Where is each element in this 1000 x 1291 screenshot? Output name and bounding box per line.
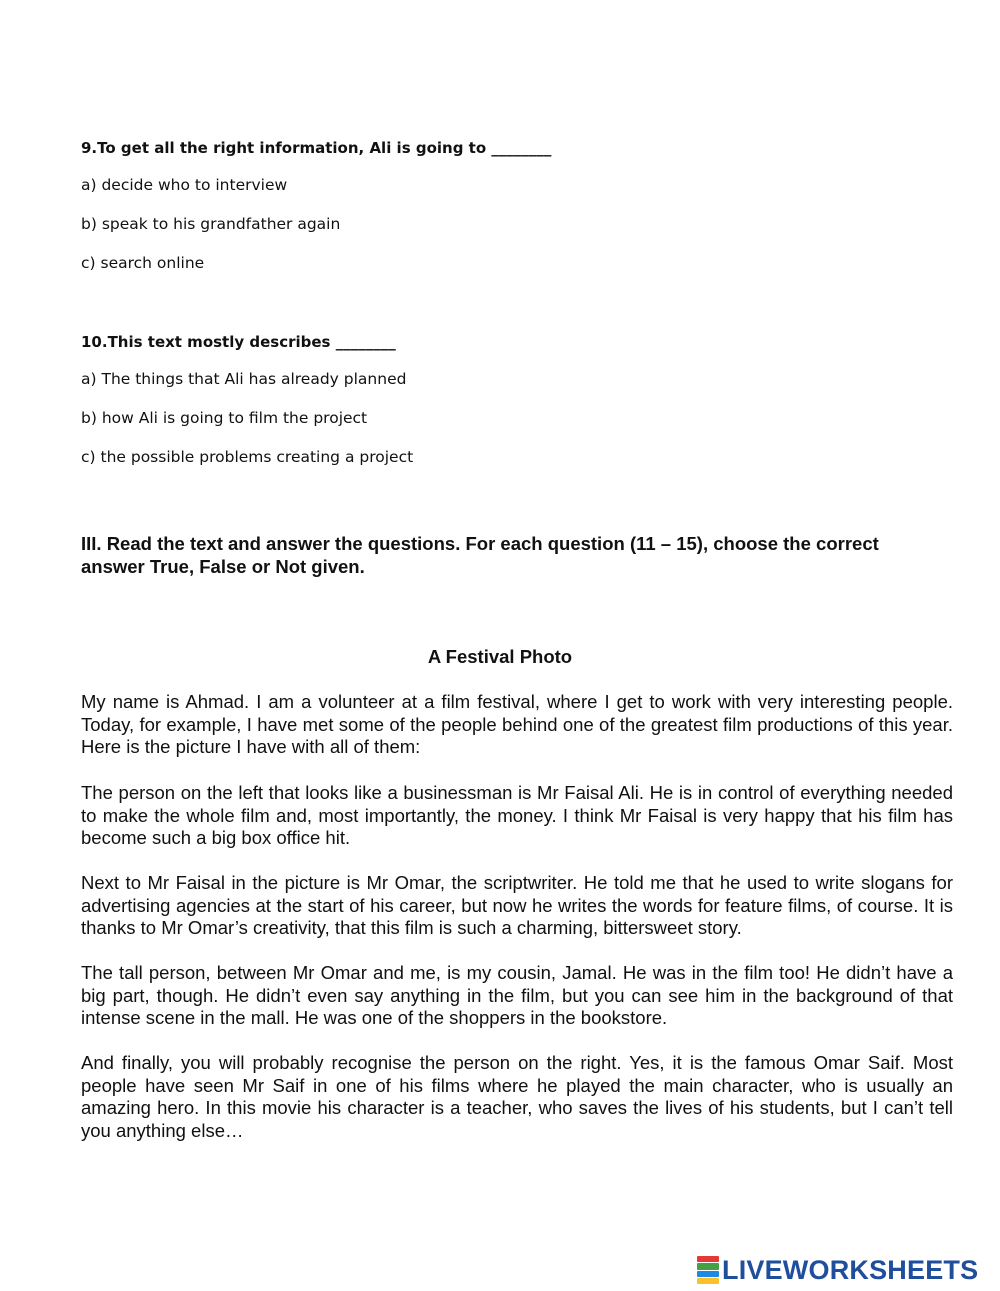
question-10-option-a[interactable]: a) The things that Ali has already planned (81, 370, 407, 388)
question-9 (81, 139, 941, 272)
passage-paragraph: And finally, you will probably recognise the person on the right. Yes, it is the famous Omar Saif. Most people have seen Mr Saif in one of his films where he played the main character, who is usually an amazing hero. In this movie his character is a teacher, who saves the lives of his students, but I can’t tell you anything else… (81, 1052, 953, 1141)
section-3-heading: III. Read the text and answer the questions. For each question (11 – 15), choose the correct answer True, False or Not given. (81, 533, 879, 577)
question-9-title: 9.To get all the right information, Ali is going to ________ (81, 139, 552, 157)
liveworksheets-logo[interactable] (697, 1255, 978, 1285)
passage-paragraph: Next to Mr Faisal in the picture is Mr Omar, the scriptwriter. He told me that he used to write slogans for advertising agencies at the start of his career, but now he writes the words for feature films, of course. It is thanks to Mr Omar’s creativity, that this film is such a charming, bittersweet story. (81, 872, 953, 938)
question-10-option-c[interactable]: c) the possible problems creating a project (81, 448, 414, 466)
passage-paragraph: The tall person, between Mr Omar and me, is my cousin, Jamal. He was in the film too! He didn’t have a big part, though. He didn’t even say anything in the film, but you can see him in the background of that intense scene in the mall. He was one of the shoppers in the bookstore. (81, 962, 953, 1028)
question-9-option-c[interactable]: c) search online (81, 254, 205, 272)
question-10-option-b[interactable]: b) how Ali is going to film the project (81, 409, 368, 427)
logo-block (697, 1271, 719, 1277)
passage-paragraph: My name is Ahmad. I am a volunteer at a film festival, where I get to work with very interesting people. Today, for example, I have met some of the people behind one of the greatest film productions of this year. Here is the picture I have with all of them: (81, 691, 953, 757)
logo-block (697, 1278, 719, 1284)
passage-title: A Festival Photo (427, 646, 573, 667)
logo-block (697, 1263, 719, 1269)
question-9-option-b[interactable]: b) speak to his grandfather again (81, 215, 341, 233)
logo-blocks-icon (697, 1256, 719, 1284)
passage-paragraph: The person on the left that looks like a businessman is Mr Faisal Ali. He is in control of everything needed to make the whole film and, most importantly, the money. I think Mr Faisal is very happy that his film has become such a big box office hit. (81, 782, 953, 848)
logo-text: LIVEWORKSHEETS (722, 1254, 979, 1285)
question-9-option-a[interactable]: a) decide who to interview (81, 176, 288, 194)
logo-block (697, 1256, 719, 1262)
question-10-title: 10.This text mostly describes ________ (81, 333, 396, 351)
question-10 (81, 333, 941, 466)
